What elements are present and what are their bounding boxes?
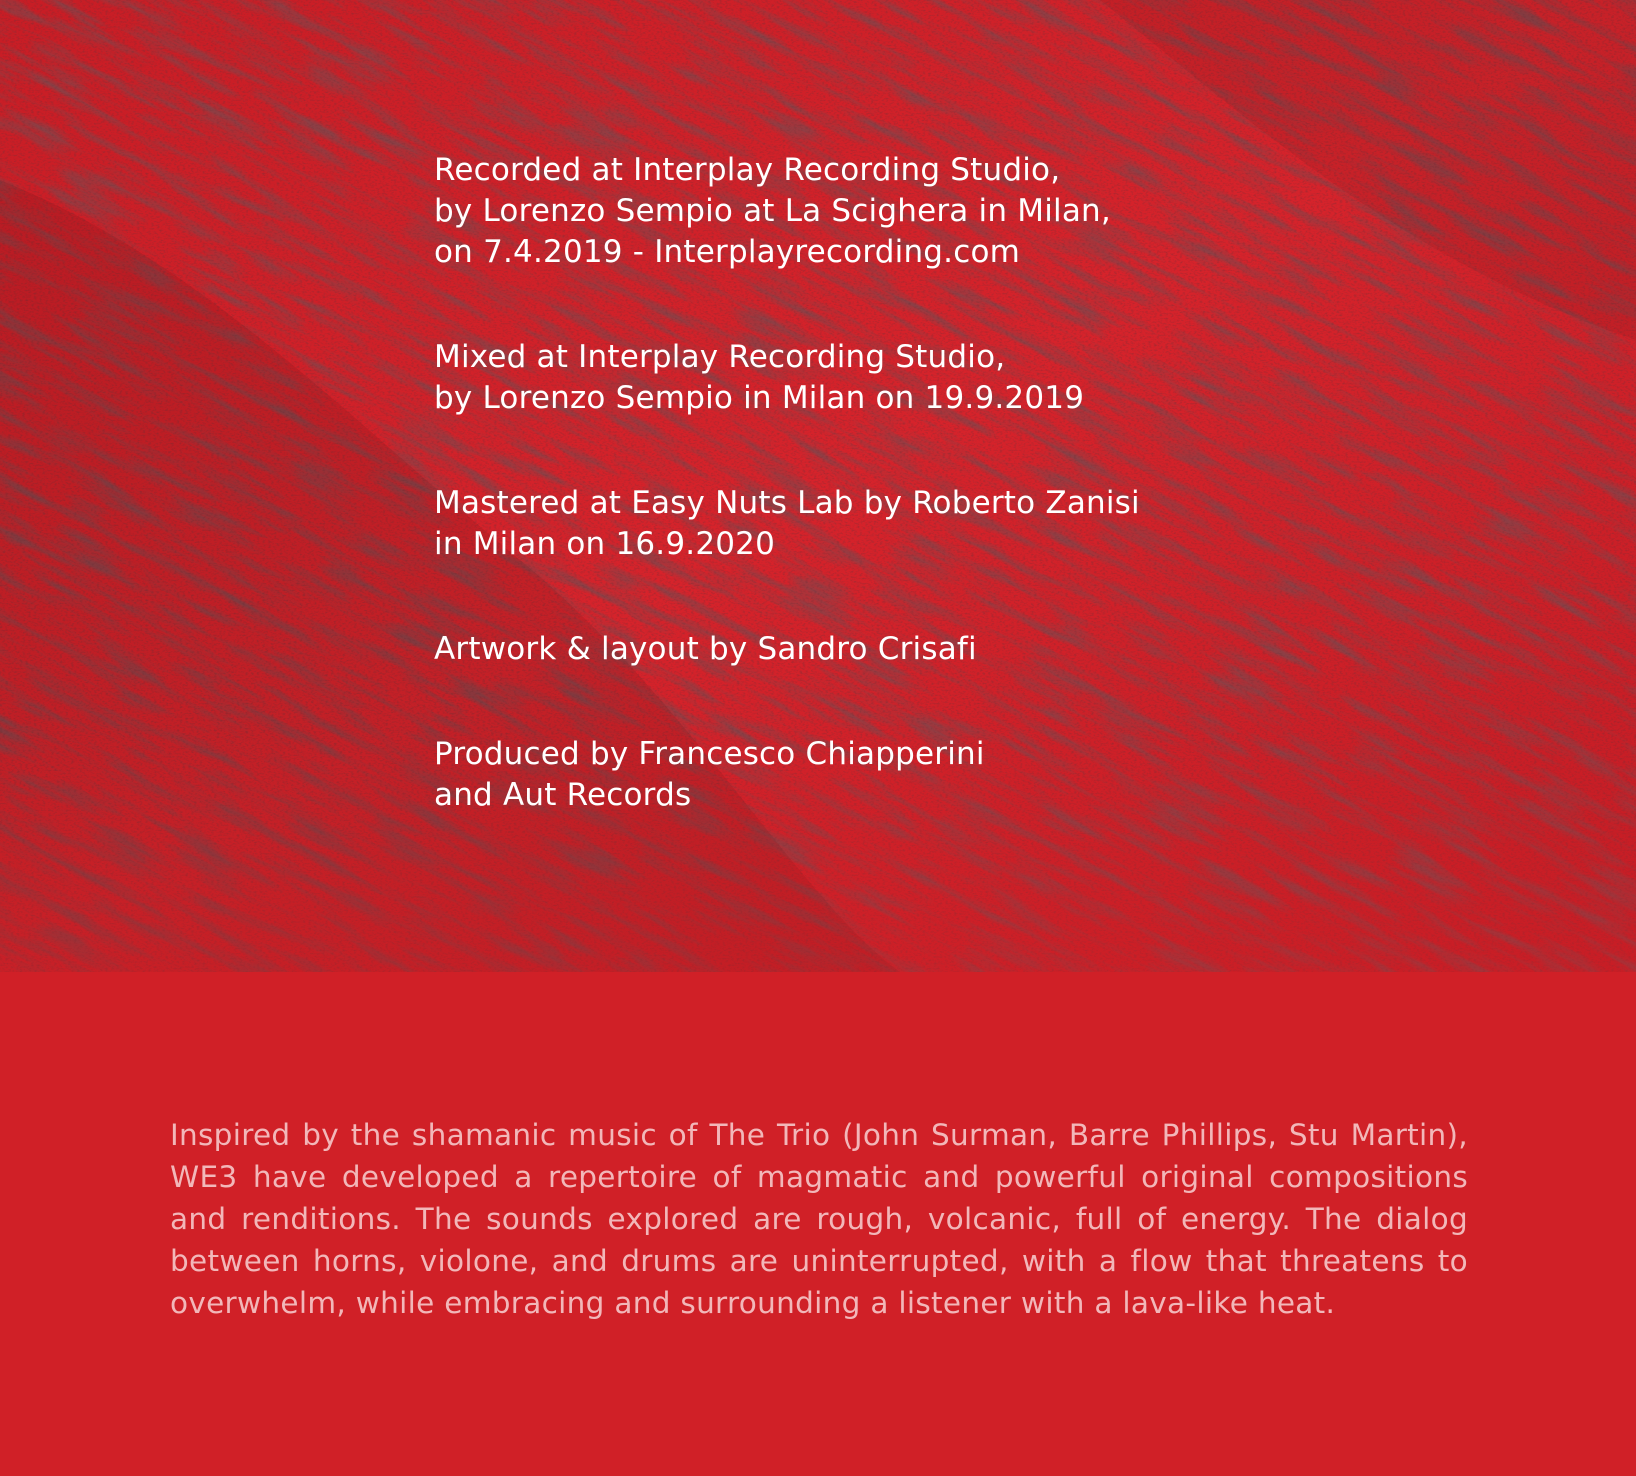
credit-mixed	[434, 337, 1334, 419]
credit-recorded	[434, 150, 1334, 273]
credit-line: by Lorenzo Sempio at La Scighera in Milan,	[434, 193, 1111, 229]
production-credits	[434, 150, 1334, 880]
credit-line: Mastered at Easy Nuts Lab by Roberto Zanisi	[434, 485, 1140, 521]
credit-line: by Lorenzo Sempio in Milan on 19.9.2019	[434, 380, 1085, 416]
credit-line: Artwork & layout by Sandro Crisafi	[434, 631, 977, 667]
credit-mastered	[434, 483, 1334, 565]
credit-produced	[434, 734, 1334, 816]
credit-line: and Aut Records	[434, 777, 692, 813]
credit-line: in Milan on 16.9.2020	[434, 526, 776, 562]
credit-line: on 7.4.2019 - Interplayrecording.com	[434, 234, 1021, 270]
credit-line: Mixed at Interplay Recording Studio,	[434, 339, 1006, 375]
album-description: Inspired by the shamanic music of The Trio (John Surman, Barre Phillips, Stu Martin), WE3 have developed a repertoire of magmatic and powerful original compositions and renditions. The sounds explored are rough, volcanic, full of energy. The dialog between horns, violone, and drums are uninterrupted, with a flow that threatens to overwhelm, while embracing and surrounding a listener with a lava-like heat.	[170, 1117, 1468, 1320]
credit-line: Recorded at Interplay Recording Studio,	[434, 152, 1061, 188]
credit-artwork	[434, 629, 1334, 670]
credit-line: Produced by Francesco Chiapperini	[434, 736, 985, 772]
